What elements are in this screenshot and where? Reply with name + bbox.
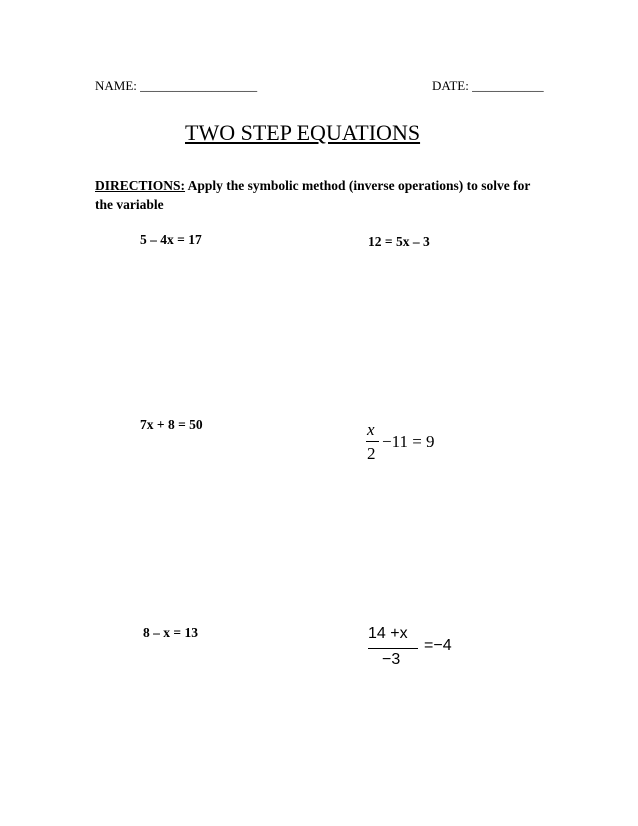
problem-2: 12 = 5x – 3: [368, 234, 430, 249]
directions: [95, 176, 535, 214]
problem-4-rest: −11 = 9: [382, 432, 435, 451]
problem-4-denominator: 2: [367, 444, 376, 463]
directions-label: DIRECTIONS:: [95, 178, 186, 193]
page-title: TWO STEP EQUATIONS: [185, 120, 421, 145]
problem-5: 8 – x = 13: [143, 625, 198, 640]
fraction-bar: [368, 648, 418, 649]
problem-6: [368, 625, 488, 680]
problem-6-numerator: 14 +x: [368, 625, 408, 642]
problem-6-rest: =−4: [424, 637, 452, 654]
problem-4: [366, 420, 476, 470]
fraction-bar: [366, 441, 379, 442]
problem-3: 7x + 8 = 50: [140, 417, 203, 432]
problem-1: 5 – 4x = 17: [140, 232, 202, 247]
problem-6-denominator: −3: [382, 651, 401, 668]
problem-4-numerator: x: [367, 420, 375, 439]
date-field: DATE: ___________: [432, 78, 544, 93]
name-field: NAME: __________________: [95, 78, 258, 93]
directions-text: Apply the symbolic method (inverse operations) to solve for the variable: [95, 178, 531, 212]
